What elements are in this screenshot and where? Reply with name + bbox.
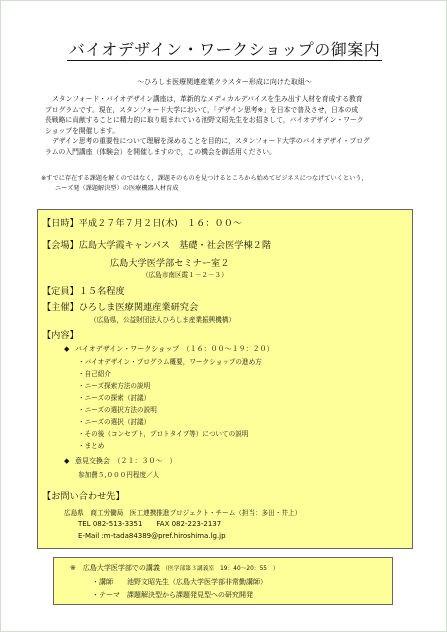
footnote-line: ※すでに存在する課題を解くのではなく，課題そのものを見つけるところから始めてビジネスにつなげていくという， — [41, 175, 368, 182]
workshop-item: ・ニーズ探索方法の説明 — [78, 382, 151, 390]
event-address: （広島市南区霞１－２－３） — [142, 271, 228, 279]
contact-org: 広島県 商工労働局 医工連携推進プロジェクト・チーム（担当：多田・井上） — [64, 509, 302, 517]
workshop-item: ・自己紹介 — [78, 370, 111, 378]
workshop-item: ・バイオデザイン・プログラム概要，ワークショップの進め方 — [78, 358, 262, 366]
intro-line: デザイン思考の重要性について理解を深めることを目的に，スタンフォード大学のバイオデザイ・プログ — [52, 137, 370, 146]
intro-line: ラムの入門講座（体験会）を開催しますので，この機会を御活用ください。 — [45, 147, 276, 156]
contact-header: 【お問い合わせ先】 — [42, 491, 125, 502]
exchange-title-row — [64, 456, 177, 466]
lecture-title: ※ 広島大学医学部での講義 — [70, 564, 160, 572]
workshop-title: バイオデザイン・ワークショップ （１６：００～１９：２０） — [75, 345, 274, 353]
workshop-item: ・ニーズの探索（討議） — [78, 394, 151, 402]
diamond-bullet-icon: ◆ — [64, 457, 70, 465]
event-details-box — [37, 209, 413, 549]
lecture-theme: ・テーマ 課題解決型から課題発見型への研究開発 — [92, 591, 253, 599]
contact-email: E-Mail :m-tada84389@pref.hiroshima.lg.jp — [78, 532, 226, 540]
event-capacity: 【定員】１５名程度 — [42, 286, 125, 297]
workshop-title-row — [64, 344, 274, 354]
workshop-item: ・まとめ — [78, 442, 105, 450]
event-organizer-note: （広島県，公益財団法人ひろしま産業振興機構） — [90, 316, 236, 324]
footnote — [41, 174, 425, 194]
page-subtitle: ～ひろしま医療関連産業クラスター形成に向けた取組～ — [137, 78, 312, 86]
intro-text — [45, 94, 415, 158]
content-header: 【内容】 — [42, 330, 79, 341]
workshop-item: ・ニーズの選択（討議） — [78, 418, 151, 426]
contact-tel-fax: TEL 082-513-3351 FAX 082-223-2137 — [78, 520, 222, 528]
page-title-text: バイオデザイン・ワークショップの御案内 — [68, 40, 381, 59]
intro-line: 長戦略に貢献することに精力的に取り組まれている池野文昭先生をお招きして，バイオデザイン・ワーク — [45, 116, 364, 125]
diamond-bullet-icon: ◆ — [64, 345, 70, 353]
exchange-fee: 参加費５,０００円程度／人 — [78, 471, 160, 479]
event-venue: 【会場】広島大学霞キャンパス 基礎・社会医学棟２階 — [42, 240, 272, 251]
intro-line: スタンフォード・バイオデザイン講座は，革新的なメディカルデバイスを生み出す人材を育成する教育 — [52, 95, 363, 103]
lecture-box — [53, 557, 393, 605]
workshop-item: ・その後（コンセプト，プロトタイプ等）についての説明 — [78, 430, 249, 438]
page-title — [1, 37, 447, 60]
footnote-line: ニーズ発（課題解決型）の医療機器人材育成 — [55, 185, 179, 192]
event-room: 広島大学医学部セミナー室２ — [110, 258, 230, 269]
event-date: 【日時】平成２７年７月２日(木) １６：００～ — [42, 218, 243, 229]
exchange-title: 意見交換会 （２１：３０～ ） — [75, 457, 177, 465]
event-organizer: 【主催】ひろしま医療関連産業研究会 — [42, 302, 199, 313]
lecture-lecturer: ・講師 池野文昭先生（広島大学医学部非常勤講師） — [92, 578, 267, 586]
workshop-item: ・ニーズの選択方法の説明 — [78, 406, 157, 414]
intro-line: ショップを開催します。 — [45, 126, 120, 135]
intro-line: プログラムです。現在，スタンフォード大学において，「デザイン思考※」を日本で普及させ，日本の成 — [45, 105, 359, 114]
lecture-title-note: （医学部第３講義室 19：40～20：55 ） — [162, 566, 279, 572]
lecture-title-row — [70, 563, 279, 573]
